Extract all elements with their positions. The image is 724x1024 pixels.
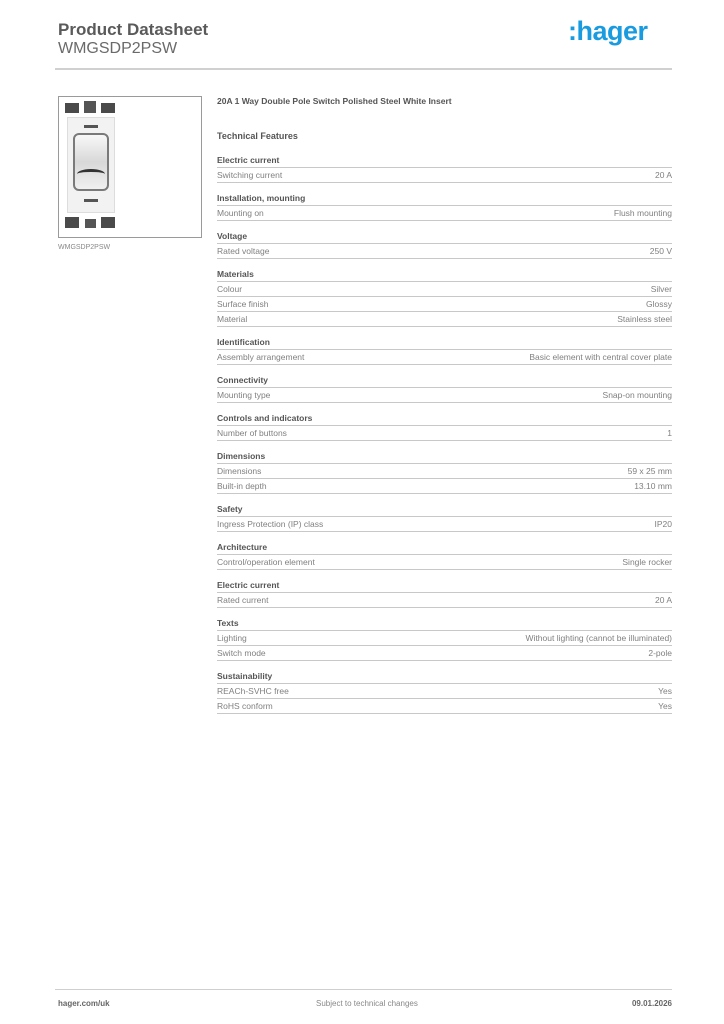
- feature-value: Glossy: [646, 299, 672, 309]
- feature-row: [217, 168, 672, 183]
- feature-label: Colour: [217, 284, 243, 294]
- feature-value: 59 x 25 mm: [627, 466, 672, 476]
- feature-value: 250 V: [649, 246, 672, 256]
- feature-row: [217, 479, 672, 494]
- feature-row: [217, 631, 672, 646]
- group-title: Materials: [217, 269, 672, 282]
- group-title: Safety: [217, 504, 672, 517]
- feature-label: Dimensions: [217, 466, 262, 476]
- group-title: Controls and indicators: [217, 413, 672, 426]
- feature-value: Stainless steel: [617, 314, 672, 324]
- feature-value: Single rocker: [622, 557, 672, 567]
- feature-row: [217, 517, 672, 532]
- feature-label: Lighting: [217, 633, 247, 643]
- feature-value: Yes: [658, 701, 672, 711]
- feature-value: 20 A: [654, 595, 672, 605]
- footer-website-link[interactable]: hager.com/uk: [58, 999, 110, 1008]
- feature-group: [217, 337, 672, 365]
- feature-label: Mounting on: [217, 208, 264, 218]
- feature-label: Switching current: [217, 170, 283, 180]
- section-title: Technical Features: [217, 131, 298, 141]
- feature-row: [217, 297, 672, 312]
- feature-label: Ingress Protection (IP) class: [217, 519, 324, 529]
- feature-value: 13.10 mm: [634, 481, 672, 491]
- feature-value: Flush mounting: [613, 208, 672, 218]
- feature-value: Without lighting (cannot be illuminated): [525, 633, 672, 643]
- feature-groups: [217, 155, 672, 714]
- product-name: 20A 1 Way Double Pole Switch Polished Steel White Insert: [217, 96, 452, 106]
- feature-row: [217, 426, 672, 441]
- feature-value: IP20: [654, 519, 672, 529]
- feature-label: Rated voltage: [217, 246, 270, 256]
- feature-row: [217, 646, 672, 661]
- feature-group: [217, 671, 672, 714]
- feature-label: REACh-SVHC free: [217, 686, 289, 696]
- feature-value: 2-pole: [648, 648, 672, 658]
- group-title: Electric current: [217, 155, 672, 168]
- feature-row: [217, 350, 672, 365]
- feature-group: [217, 580, 672, 608]
- feature-group: [217, 413, 672, 441]
- switch-module-icon: [63, 101, 118, 231]
- group-title: Identification: [217, 337, 672, 350]
- page-title: Product Datasheet: [58, 20, 209, 39]
- group-title: Texts: [217, 618, 672, 631]
- feature-row: [217, 388, 672, 403]
- feature-value: 1: [667, 428, 672, 438]
- feature-group: [217, 504, 672, 532]
- feature-value: Snap-on mounting: [602, 390, 672, 400]
- feature-row: [217, 464, 672, 479]
- feature-value: Yes: [658, 686, 672, 696]
- feature-label: Material: [217, 314, 248, 324]
- footer-notice: Subject to technical changes: [316, 999, 418, 1008]
- technical-features: [217, 96, 672, 724]
- feature-value: Basic element with central cover plate: [529, 352, 672, 362]
- group-title: Dimensions: [217, 451, 672, 464]
- feature-label: Assembly arrangement: [217, 352, 305, 362]
- feature-label: Switch mode: [217, 648, 266, 658]
- footer-divider: [55, 989, 672, 990]
- feature-group: [217, 451, 672, 494]
- feature-value: Silver: [650, 284, 672, 294]
- group-title: Sustainability: [217, 671, 672, 684]
- feature-label: Rated current: [217, 595, 269, 605]
- feature-value: 20 A: [654, 170, 672, 180]
- feature-row: [217, 244, 672, 259]
- feature-label: RoHS conform: [217, 701, 273, 711]
- feature-label: Mounting type: [217, 390, 271, 400]
- image-caption: WMGSDP2PSW: [58, 244, 111, 251]
- feature-row: [217, 684, 672, 699]
- feature-row: [217, 593, 672, 608]
- group-title: Installation, mounting: [217, 193, 672, 206]
- feature-row: [217, 282, 672, 297]
- feature-group: [217, 193, 672, 221]
- feature-row: [217, 206, 672, 221]
- feature-row: [217, 312, 672, 327]
- feature-group: [217, 542, 672, 570]
- footer-date: 09.01.2026: [631, 999, 672, 1008]
- feature-group: [217, 269, 672, 327]
- feature-label: Control/operation element: [217, 557, 315, 567]
- feature-row: [217, 699, 672, 714]
- feature-group: [217, 231, 672, 259]
- group-title: Electric current: [217, 580, 672, 593]
- group-title: Voltage: [217, 231, 672, 244]
- feature-row: [217, 555, 672, 570]
- feature-label: Surface finish: [217, 299, 269, 309]
- group-title: Architecture: [217, 542, 672, 555]
- hager-logo: :hager: [568, 16, 648, 46]
- feature-group: [217, 375, 672, 403]
- feature-label: Number of buttons: [217, 428, 287, 438]
- product-image-frame: [58, 96, 202, 238]
- product-code: WMGSDP2PSW: [58, 40, 178, 57]
- group-title: Connectivity: [217, 375, 672, 388]
- document-header: [58, 20, 208, 58]
- feature-group: [217, 618, 672, 661]
- header-divider: [55, 68, 672, 70]
- feature-label: Built-in depth: [217, 481, 267, 491]
- feature-group: [217, 155, 672, 183]
